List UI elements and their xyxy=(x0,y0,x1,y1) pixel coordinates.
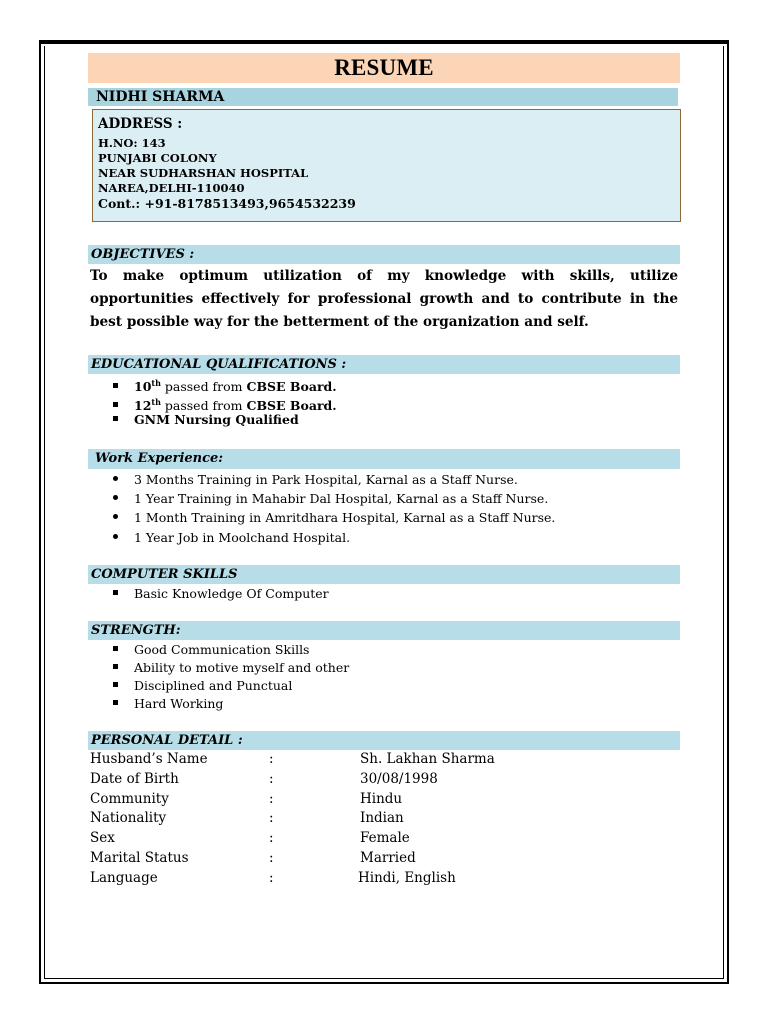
work-item: 1 Year Job in Moolchand Hospital. xyxy=(113,530,350,546)
personal-label: Date of Birth xyxy=(90,771,179,787)
contact-line: Cont.: +91-8178513493,9654532239 xyxy=(98,196,356,211)
education-section-header xyxy=(88,355,680,374)
personal-colon: : xyxy=(269,751,274,767)
work-item: 1 Year Training in Mahabir Dal Hospital, Karnal as a Staff Nurse. xyxy=(113,491,548,507)
strength-item: Hard Working xyxy=(113,696,223,712)
objectives-section-header xyxy=(88,245,680,264)
personal-colon: : xyxy=(269,870,274,886)
personal-value: Female xyxy=(360,830,410,846)
strength-item: Ability to motive myself and other xyxy=(113,660,349,676)
strength-item: Good Communication Skills xyxy=(113,642,309,658)
work-section-header xyxy=(88,449,680,469)
address-heading: ADDRESS : xyxy=(98,116,183,132)
personal-colon: : xyxy=(269,830,274,846)
square-bullet-icon xyxy=(113,590,118,595)
computer-section-header xyxy=(88,565,680,584)
candidate-name: NIDHI SHARMA xyxy=(96,89,225,105)
personal-section-header xyxy=(88,731,680,750)
education-item: GNM Nursing Qualified xyxy=(113,412,299,428)
square-bullet-icon xyxy=(113,402,118,407)
square-bullet-icon xyxy=(113,700,118,705)
personal-value: Sh. Lakhan Sharma xyxy=(360,751,495,767)
objectives-heading: OBJECTIVES : xyxy=(91,247,195,262)
education-item: 12th passed from CBSE Board. xyxy=(113,394,337,414)
personal-colon: : xyxy=(269,810,274,826)
address-line: H.NO: 143 xyxy=(98,136,166,150)
round-bullet-icon xyxy=(113,534,118,539)
personal-heading: PERSONAL DETAIL : xyxy=(91,733,243,748)
round-bullet-icon xyxy=(113,495,118,500)
personal-value: 30/08/1998 xyxy=(360,771,438,787)
personal-colon: : xyxy=(269,771,274,787)
personal-colon: : xyxy=(269,850,274,866)
round-bullet-icon xyxy=(113,476,118,481)
personal-label: Language xyxy=(90,870,158,886)
strength-heading: STRENGTH: xyxy=(91,623,181,638)
personal-value: Hindu xyxy=(360,791,403,807)
personal-value: Indian xyxy=(360,810,404,826)
address-box xyxy=(92,109,681,222)
address-line: NEAR SUDHARSHAN HOSPITAL xyxy=(98,166,309,180)
address-line: PUNJABI COLONY xyxy=(98,151,217,165)
work-item: 3 Months Training in Park Hospital, Karnal as a Staff Nurse. xyxy=(113,472,518,488)
personal-label: Husband’s Name xyxy=(90,751,208,767)
work-heading: Work Experience: xyxy=(95,451,224,466)
square-bullet-icon xyxy=(113,682,118,687)
computer-item: Basic Knowledge Of Computer xyxy=(113,586,329,602)
name-bar xyxy=(88,88,678,106)
resume-title: RESUME xyxy=(334,55,434,80)
square-bullet-icon xyxy=(113,646,118,651)
personal-label: Community xyxy=(90,791,169,807)
personal-label: Marital Status xyxy=(90,850,189,866)
resume-title-bar xyxy=(88,53,680,83)
education-item: 10th passed from CBSE Board. xyxy=(113,375,337,395)
square-bullet-icon xyxy=(113,383,118,388)
personal-colon: : xyxy=(269,791,274,807)
computer-heading: COMPUTER SKILLS xyxy=(91,567,238,582)
personal-value: Hindi, English xyxy=(358,870,456,886)
address-line: NAREA,DELHI-110040 xyxy=(98,181,245,195)
square-bullet-icon xyxy=(113,416,118,421)
objective-text: To make optimum utilization of my knowledge with skills, utilize opportunities effectively for professional growth and to contribute in the best possible way for the betterment of the organization and self. xyxy=(90,268,678,330)
personal-value: Married xyxy=(360,850,416,866)
personal-label: Nationality xyxy=(90,810,167,826)
square-bullet-icon xyxy=(113,664,118,669)
education-heading: EDUCATIONAL QUALIFICATIONS : xyxy=(91,357,347,372)
strength-section-header xyxy=(88,621,680,640)
work-item: 1 Month Training in Amritdhara Hospital, Karnal as a Staff Nurse. xyxy=(113,510,555,526)
personal-label: Sex xyxy=(90,830,115,846)
strength-item: Disciplined and Punctual xyxy=(113,678,292,694)
round-bullet-icon xyxy=(113,514,118,519)
